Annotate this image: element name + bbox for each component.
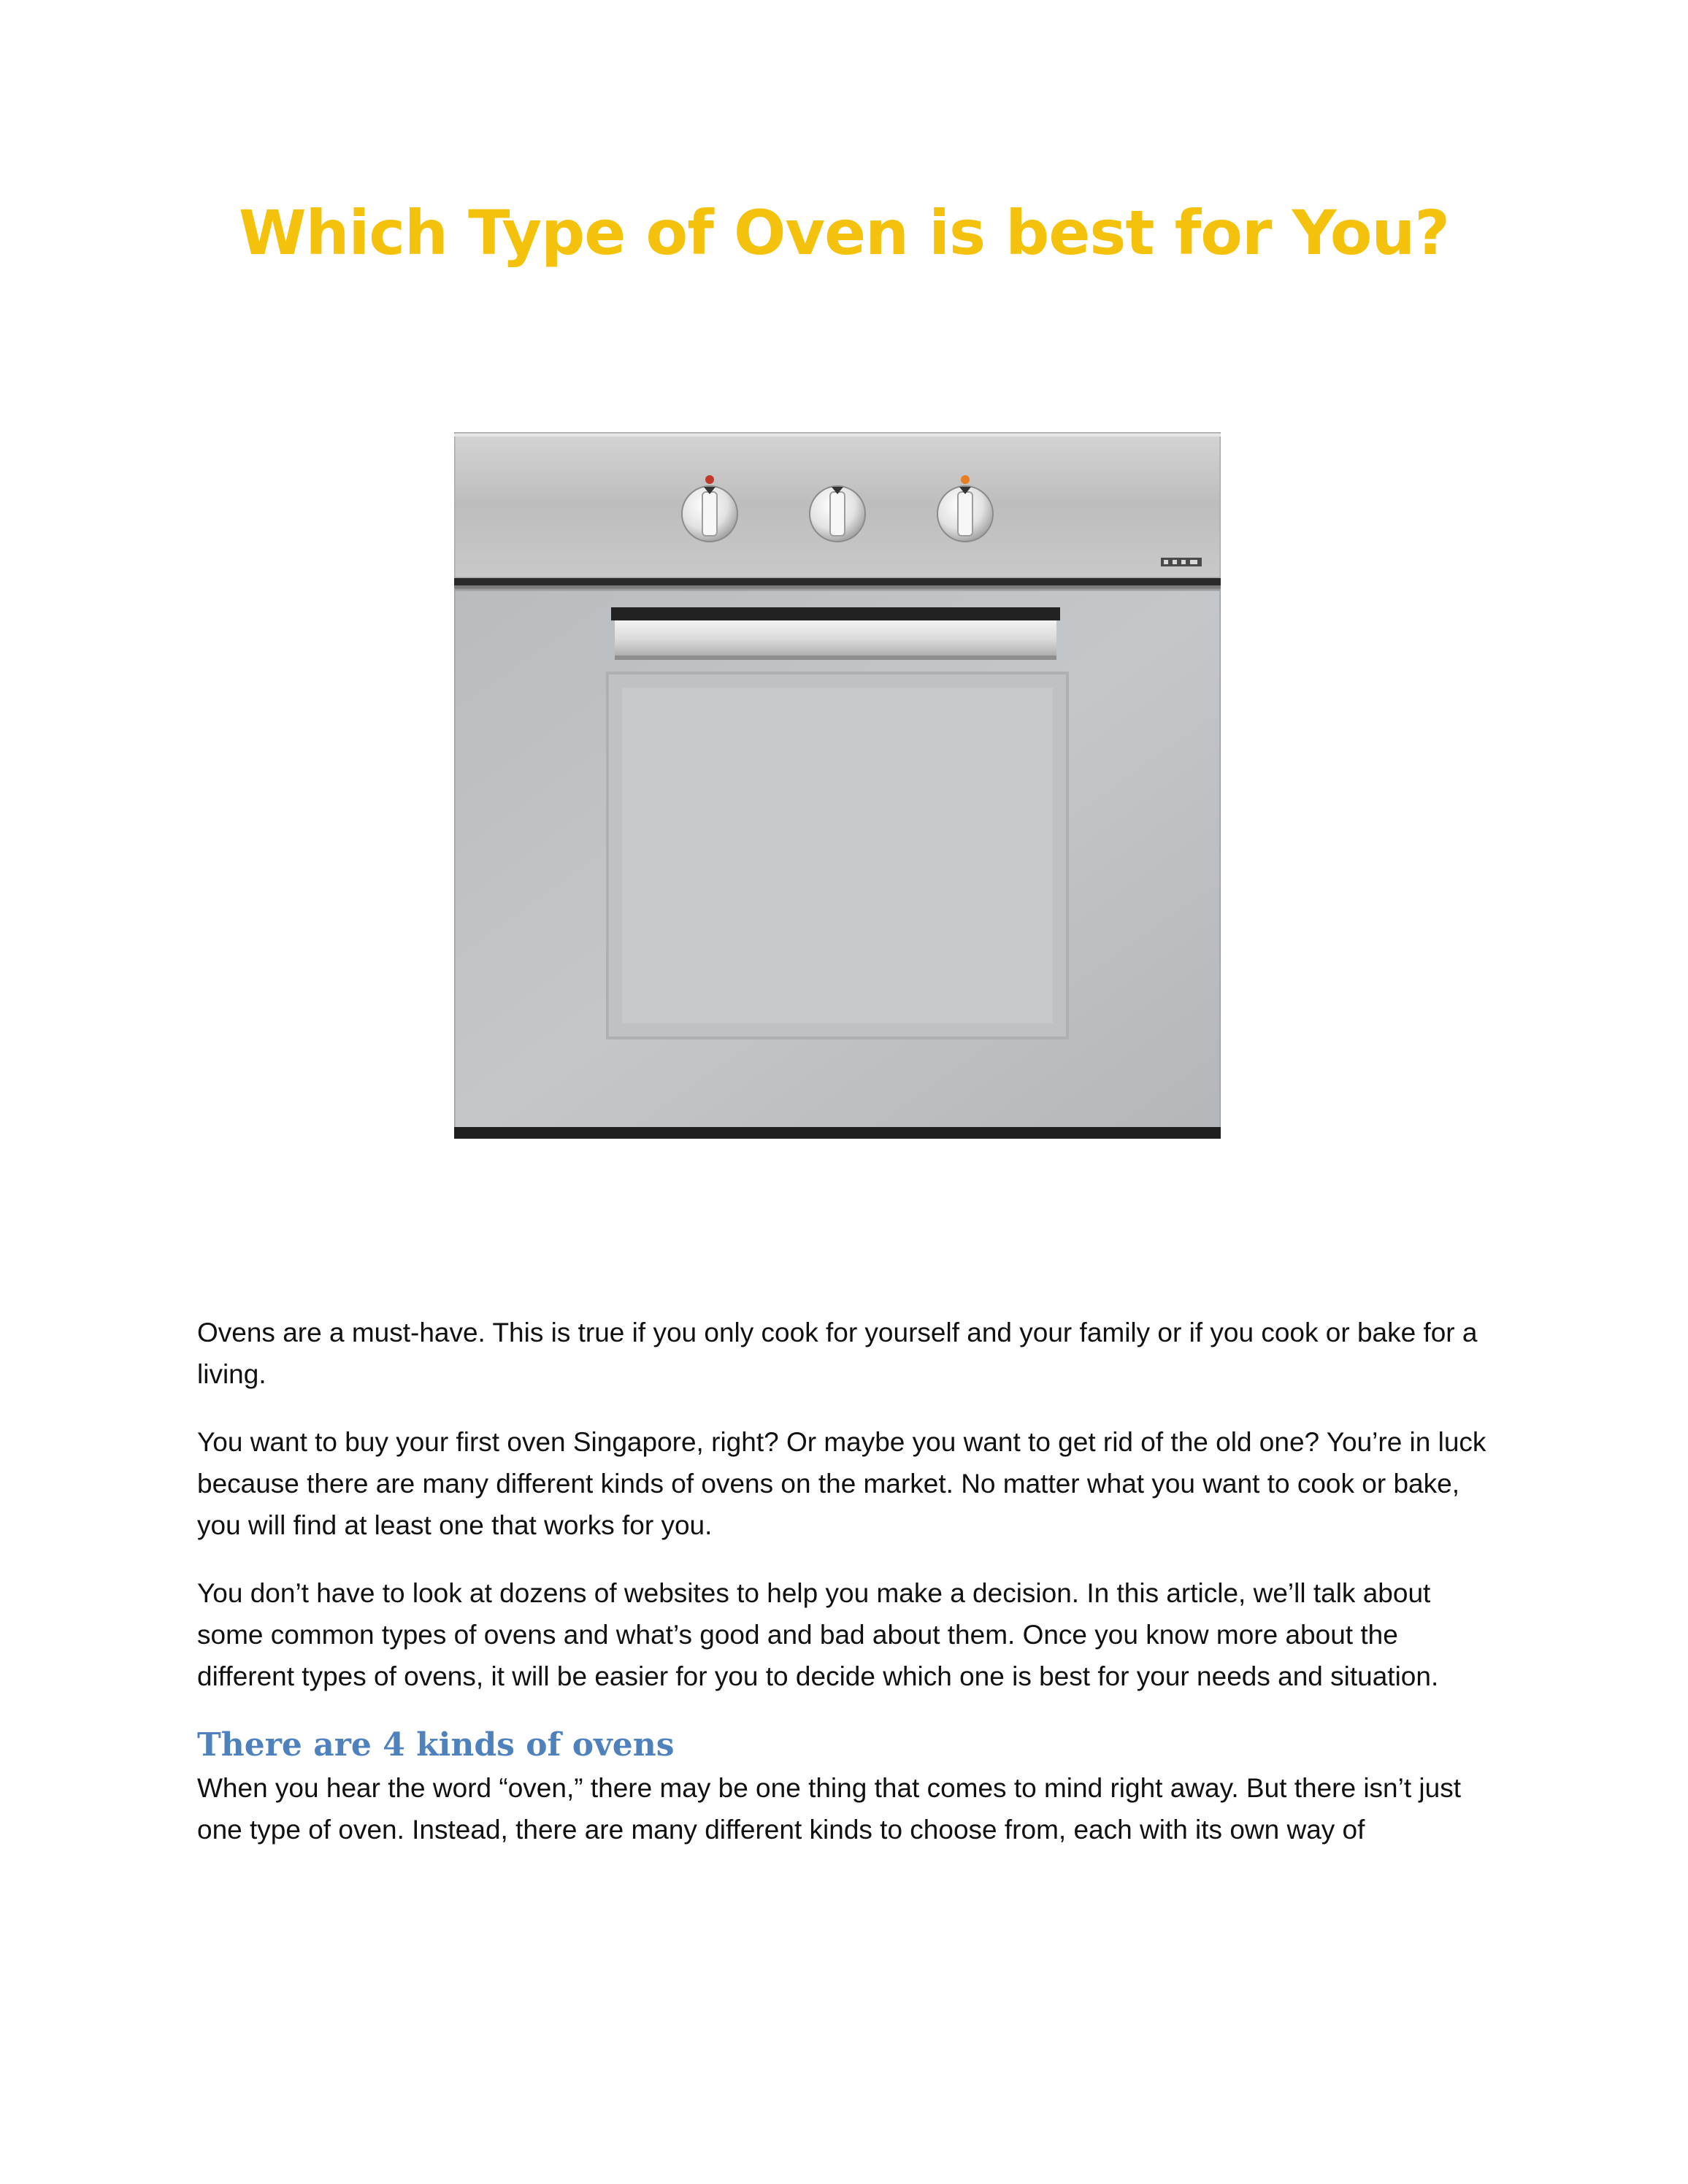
oven-image (454, 432, 1221, 1142)
section-heading: There are 4 kinds of ovens (197, 1726, 675, 1764)
article-body (197, 1312, 1489, 1877)
control-knob (810, 486, 865, 542)
paragraph: You don’t have to look at dozens of websites to help you make a decision. In this article, we’ll talk about some common types of ovens and what’s good and bad about them. Once you know more about the different types of ovens, it will be easier for you to decide which one is best for your needs and situation. (197, 1578, 1439, 1691)
brand-logo (1161, 558, 1202, 566)
page-title: Which Type of Oven is best for You? (238, 197, 1449, 269)
paragraph: You want to buy your first oven Singapore, right? Or maybe you want to get rid of the old one? You’re in luck because there are many different kinds of ovens on the market. No matter what you want to cook or bake, you will find at least one that works for you. (197, 1427, 1486, 1540)
section-paragraph: When you hear the word “oven,” there may be one thing that comes to mind right away. But there isn’t just one type of oven. Instead, there are many different kinds to choose from, each with its own way of (197, 1773, 1461, 1845)
door-handle (611, 607, 1060, 660)
intro-paragraph: Ovens are a must-have. This is true if you only cook for yourself and your family or if you cook or bake for a living. (197, 1318, 1478, 1389)
